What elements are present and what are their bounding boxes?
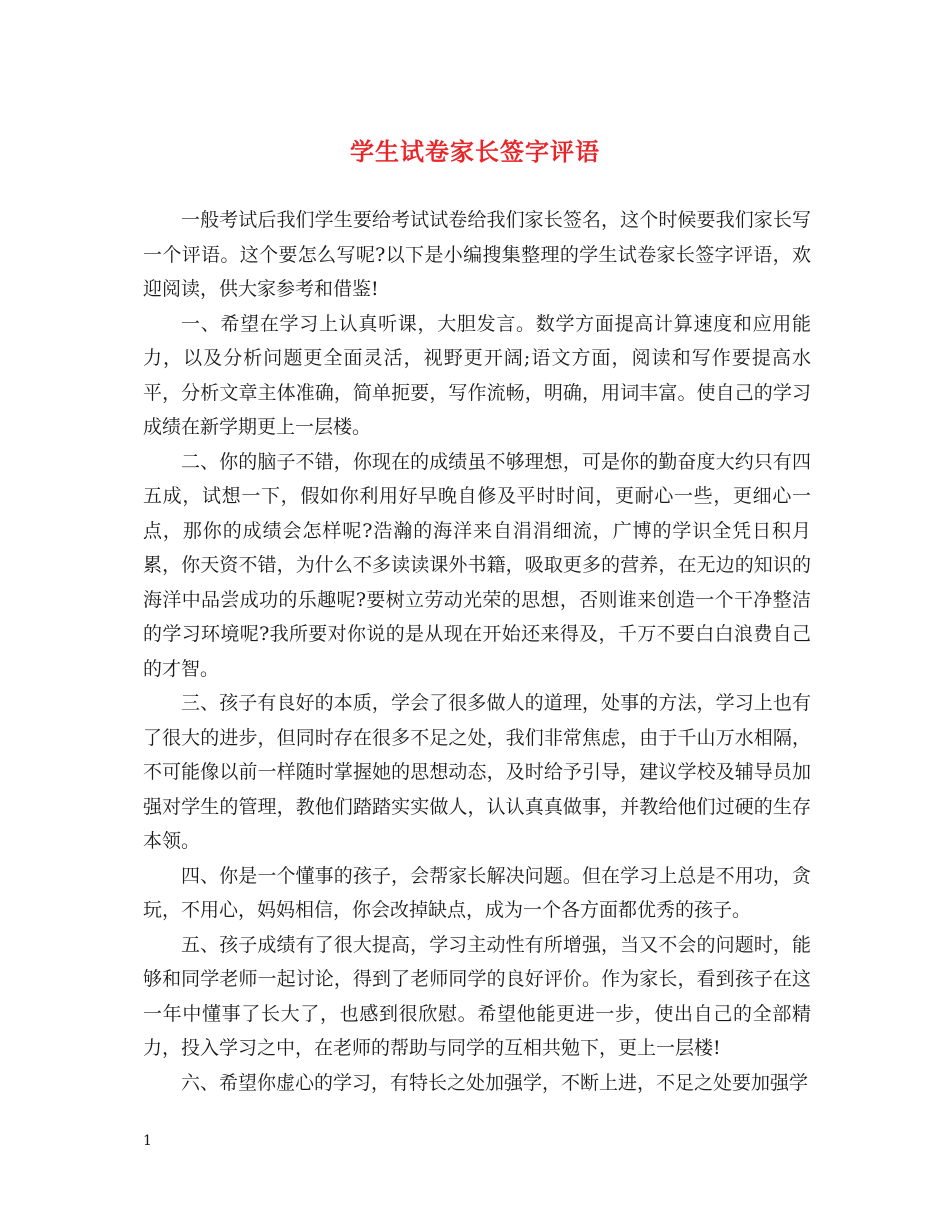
document-title: 学生试卷家长签字评语 [350,137,600,166]
paragraph-comment-3: 三、孩子有良好的本质，学会了很多做人的道理，处事的方法，学习上也有了很大的进步，但同时存在很多不足之处，我们非常焦虑，由于千山万水相隔，不可能像以前一样随时掌握她的思想动态，及时给予引导，建议学校及辅导员加强对学生的管理，教他们踏踏实实做人，认认真真做事，并教给他们过硬的生存本领。 [143,692,811,852]
page-number: 1 [143,1133,152,1149]
paragraph-intro: 一般考试后我们学生要给考试试卷给我们家长签名，这个时候要我们家长写一个评语。这个要怎么写呢?以下是小编搜集整理的学生试卷家长签字评语，欢迎阅读，供大家参考和借鉴! [143,209,811,300]
paragraph-comment-4: 四、你是一个懂事的孩子，会帮家长解决问题。但在学习上总是不用功，贪玩，不用心，妈妈相信，你会改掉缺点，成为一个各方面都优秀的孩子。 [143,864,811,921]
paragraph-comment-5: 五、孩子成绩有了很大提高，学习主动性有所增强，当又不会的问题时，能够和同学老师一起讨论，得到了老师同学的良好评价。作为家长，看到孩子在这一年中懂事了长大了，也感到很欣慰。希望他能更进一步，使出自己的全部精力，投入学习之中，在老师的帮助与同学的互相共勉下，更上一层楼! [143,933,811,1059]
paragraph-comment-6: 六、希望你虚心的学习，有特长之处加强学，不断上进，不足之处要加强学 [181,1071,809,1094]
paragraph-comment-1: 一、希望在学习上认真听课，大胆发言。数学方面提高计算速度和应用能力，以及分析问题更全面灵活，视野更开阔;语文方面，阅读和写作要提高水平，分析文章主体准确，简单扼要，写作流畅，明确，用词丰富。使自己的学习成绩在新学期更上一层楼。 [143,312,811,438]
document-body [143,203,811,1100]
paragraph-comment-2: 二、你的脑子不错，你现在的成绩虽不够理想，可是你的勤奋度大约只有四五成，试想一下，假如你利用好早晚自修及平时时间，更耐心一些，更细心一点，那你的成绩会怎样呢?浩瀚的海洋来自涓涓细流，广博的学识全凭日积月累，你天资不错，为什么不多读读课外书籍，吸取更多的营养，在无边的知识的海洋中品尝成功的乐趣呢?要树立劳动光荣的思想，否则谁来创造一个干净整洁的学习环境呢?我所要对你说的是从现在开始还来得及，千万不要白白浪费自己的才智。 [143,450,811,680]
